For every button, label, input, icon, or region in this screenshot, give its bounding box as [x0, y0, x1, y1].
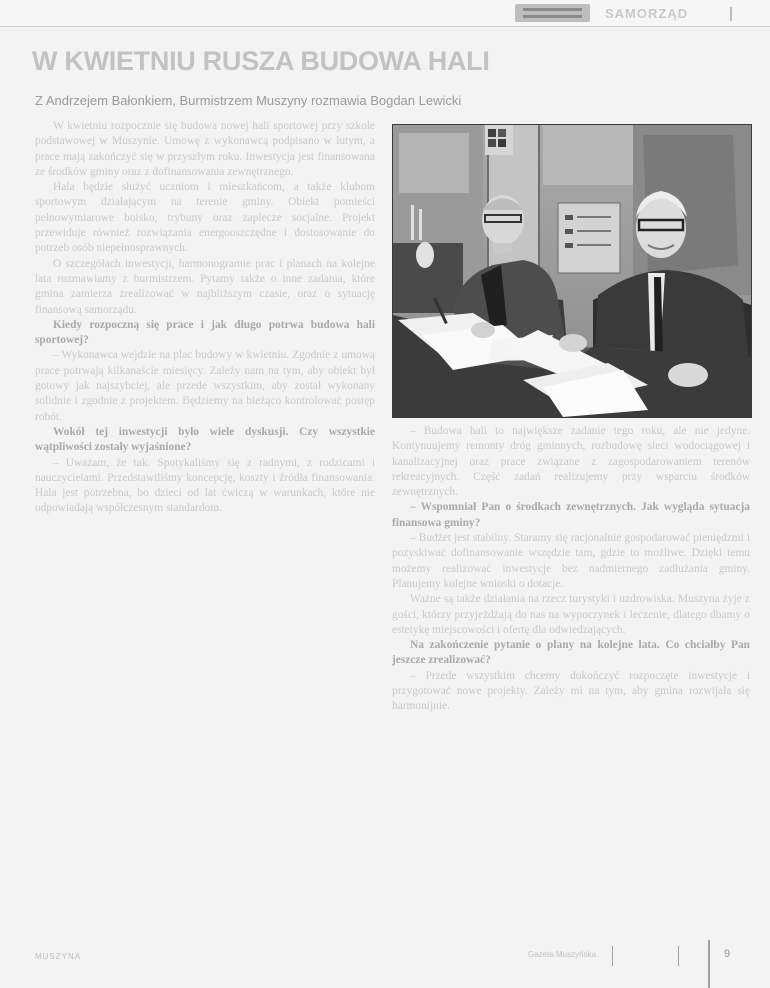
body-paragraph: – Budżet jest stabilny. Staramy się racjonalnie gospodarować pieniędzmi i pozyskiwać dofinansowanie wszędzie tam, gdzie to możliwe. Dzięki temu możemy realizować inwestycje bez nadmiernego zadłużania gminy. Planujemy kolejne wnioski o dotacje. [392, 532, 750, 590]
article-title [32, 46, 752, 86]
article-byline: Z Andrzejem Bałonkiem, Burmistrzem Muszyny rozmawia Bogdan Lewicki [35, 93, 462, 108]
interview-question: Kiedy rozpoczną się prace i jak długo potrwa budowa hali sportowej? [35, 318, 375, 347]
footer-divider [612, 946, 613, 966]
body-paragraph: – Uważam, że tak. Spotykaliśmy się z radnymi, z rodzicami i nauczycielami. Przedstawiliśmy koncepcję, koszty i źródła finansowania. Hala jest potrzebna, bo dzieci od lat ćwiczą w warunkach, które nie odpowiadają współczesnym standardom. [35, 456, 375, 515]
body-paragraph: W kwietniu rozpocznie się budowa nowej hali sportowej przy szkole podstawowej w Muszynie. Umowę z wykonawcą podpisano w lutym, a prace mają zakończyć się w przyszłym roku. Inwestycja jest finansowana ze środków gminy oraz z dofinansowania zewnętrznego. [35, 120, 375, 178]
interview-question: Na zakończenie pytanie o plany na kolejne lata. Co chciałby Pan jeszcze zrealizować? [392, 639, 750, 667]
header-divider [730, 7, 732, 21]
body-paragraph: Hala będzie służyć uczniom i mieszkańcom, a także klubom sportowym działającym na terenie gminy. Obiekt pomieści pełnowymiarowe boisko, trybuny oraz zaplecze socjalne. Projekt przewiduje również rozwiązania energooszczędne i dostosowanie do potrzeb osób niepełnosprawnych. [35, 181, 375, 255]
article-photo [392, 124, 752, 418]
body-paragraph: O szczegółach inwestycji, harmonogramie prac i planach na kolejne lata rozmawiamy z burmistrzem. Pytamy także o inne zadania, które gmina zamierza zrealizować w najbliższym czasie, oraz o sytuację finansową samorządu. [35, 257, 375, 316]
body-paragraph: – Wykonawca wejdzie na plac budowy w kwietniu. Zgodnie z umową prace potrwają kilkanaście miesięcy. Zależy nam na tym, aby obiekt był gotowy jak najszybciej, ale przede wszystkim, aby został wykonany solidnie i zgodnie z projektem. Będziemy na bieżąco kontrolować postęp robót. [35, 349, 375, 423]
photo-officials-signing-agreement [393, 125, 751, 417]
article-column-left [35, 119, 375, 924]
page-number: 9 [724, 948, 731, 960]
article-column-right [392, 424, 750, 924]
footer-publication-name: Gazeta Muszyńska [528, 950, 597, 959]
article-title-text: W KWIETNIU RUSZA BUDOWA HALI [32, 46, 490, 76]
interview-question: Wokół tej inwestycji było wiele dyskusji. Czy wszystkie wątpliwości zostały wyjaśnione? [35, 425, 375, 454]
header-strip [0, 0, 770, 27]
interview-question: – Wspomniał Pan o środkach zewnętrznych. Jak wygląda sytuacja finansowa gminy? [392, 501, 750, 529]
footer-left-text: MUSZYNA [35, 952, 82, 961]
section-tag: SAMORZĄD [605, 6, 689, 21]
body-paragraph: – Budowa hali to największe zadanie tego roku, ale nie jedyne. Kontynuujemy remonty dróg gminnych, rozbudowę sieci wodociągowej i kanalizacyjnej oraz prace związane z zagospodarowaniem terenów rekreacyjnych. Część zadań realizujemy przy wsparciu środków zewnętrznych. [392, 425, 750, 499]
footer-bar [708, 940, 710, 988]
magazine-logo [515, 4, 590, 22]
footer-divider [678, 946, 679, 966]
body-paragraph: Ważne są także działania na rzecz turystyki i uzdrowiska. Muszyna żyje z gości, którzy przyjeżdżają do nas na wypoczynek i leczenie, dlatego dbamy o estetykę miejscowości i ofertę dla odwiedzających. [392, 593, 750, 636]
body-paragraph: – Przede wszystkim chcemy dokończyć rozpoczęte inwestycje i przygotować nowe projekty. Zależy mi na tym, aby gmina rozwijała się harmonijnie. [392, 669, 750, 713]
